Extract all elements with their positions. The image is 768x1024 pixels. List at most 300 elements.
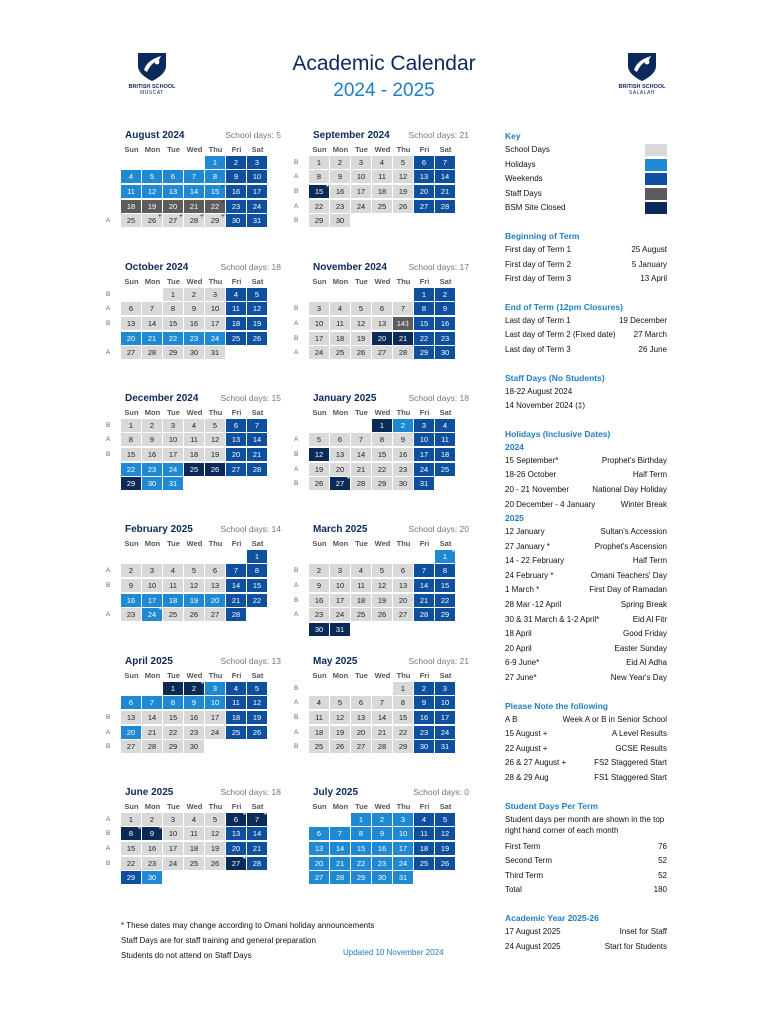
logo-right-city: SALALAH xyxy=(628,90,655,96)
day-cell: 27 xyxy=(226,463,246,476)
info-value: 27 March xyxy=(633,330,667,340)
day-cell: 29 xyxy=(121,871,141,884)
day-cell: 10 xyxy=(142,579,162,592)
day-cell: 15 xyxy=(163,317,183,330)
day-cell: 16 xyxy=(330,185,350,198)
week-row xyxy=(105,331,281,346)
info-value: Inset for Staff xyxy=(619,926,667,936)
day-cell: 19 xyxy=(205,842,225,855)
day-cell: 7 xyxy=(414,564,434,577)
week-row xyxy=(105,710,281,725)
empty-cell xyxy=(121,682,141,695)
day-cell: 21 xyxy=(142,332,162,345)
day-cell: 9 * xyxy=(142,827,162,840)
footer-note: * These dates may change according to Omani holiday announcements xyxy=(121,921,375,930)
week-row xyxy=(293,578,469,593)
weekday-label: Sat xyxy=(439,802,452,811)
day-cell: 26 xyxy=(330,740,350,753)
empty-cell xyxy=(351,214,371,227)
info-row xyxy=(505,454,667,469)
logo-left-name: BRITISH SCHOOL xyxy=(128,84,176,90)
day-cell: 18 xyxy=(309,726,329,739)
empty-cell xyxy=(226,871,246,884)
day-cell: 19 xyxy=(309,463,329,476)
weekday-label: Thu xyxy=(208,277,223,286)
info-value: Winter Break xyxy=(620,499,667,509)
empty-cell xyxy=(184,156,204,169)
weekday-label: Thu xyxy=(396,539,411,548)
week-ab-label: B xyxy=(294,596,299,604)
info-row xyxy=(505,727,667,742)
day-cell: 17 xyxy=(414,448,434,461)
day-cell: 5 xyxy=(309,433,329,446)
info-section xyxy=(505,230,667,287)
school-days-count: School days: 13 xyxy=(220,656,281,666)
day-cell: 10 xyxy=(205,302,225,315)
day-cell: 28 xyxy=(330,871,350,884)
month-name: October 2024 xyxy=(125,262,189,273)
day-cell: 10 xyxy=(414,433,434,446)
day-cell: 29 xyxy=(163,740,183,753)
info-value: Half Term xyxy=(632,556,667,566)
day-cell: 5 xyxy=(205,419,225,432)
day-cell: 22 xyxy=(247,594,267,607)
page-title: Academic Calendar xyxy=(292,52,476,75)
day-cell: 2 xyxy=(372,813,392,826)
day-cell: 10 xyxy=(205,696,225,709)
day-cell: 31 xyxy=(163,477,183,490)
key-item xyxy=(505,172,667,187)
day-cell: 28 xyxy=(414,608,434,621)
day-cell: 23 xyxy=(184,332,204,345)
week-row xyxy=(105,827,281,842)
weekday-label: Mon xyxy=(332,277,349,286)
day-cell: 12 xyxy=(184,579,204,592)
day-cell: 2 * xyxy=(184,682,204,695)
empty-cell xyxy=(247,740,267,753)
day-cell: 18 xyxy=(163,594,183,607)
day-cell: 25 xyxy=(309,740,329,753)
day-cell: 1 * xyxy=(435,550,455,563)
empty-cell xyxy=(330,682,350,695)
empty-cell xyxy=(351,623,371,636)
info-value: First Day of Ramadan xyxy=(589,585,667,595)
info-label: Third Term xyxy=(505,870,544,880)
week-ab-label: B xyxy=(106,713,111,721)
key-label: Staff Days xyxy=(505,188,542,198)
day-cell: 13 xyxy=(372,317,392,330)
month-header xyxy=(105,787,281,799)
day-cell: 27 xyxy=(393,608,413,621)
day-cell: 29 xyxy=(309,214,329,227)
day-cell: 15 xyxy=(163,711,183,724)
day-cell: 2 xyxy=(184,288,204,301)
day-cell: 14 xyxy=(435,170,455,183)
week-row xyxy=(293,870,469,885)
school-days-count: School days: 18 xyxy=(220,262,281,272)
empty-cell xyxy=(142,156,162,169)
day-cell: 11 xyxy=(435,433,455,446)
day-cell: 27 xyxy=(372,346,392,359)
day-cell: 28 xyxy=(351,477,371,490)
weekday-label: Tue xyxy=(355,277,368,286)
empty-cell xyxy=(205,740,225,753)
day-cell: 1 xyxy=(414,288,434,301)
day-cell: 8 * xyxy=(121,827,141,840)
day-cell: 8 xyxy=(393,696,413,709)
week-ab-label: A xyxy=(106,611,111,619)
info-row xyxy=(505,583,667,598)
day-cell: 19 xyxy=(372,594,392,607)
day-cell: 22 xyxy=(351,857,371,870)
key-item xyxy=(505,158,667,173)
info-label: 15 September* xyxy=(505,455,559,465)
week-ab-label: A xyxy=(106,567,111,575)
day-cell: 26 xyxy=(205,463,225,476)
weekday-label: Wed xyxy=(186,145,203,154)
weekday-label: Fri xyxy=(231,802,242,811)
info-label: 17 August 2025 xyxy=(505,926,561,936)
day-cell: 5 xyxy=(351,302,371,315)
key-item xyxy=(505,187,667,202)
day-cell: 25 xyxy=(184,463,204,476)
day-cell: 15 xyxy=(121,448,141,461)
week-row xyxy=(105,725,281,740)
info-value: National Day Holiday xyxy=(592,484,667,494)
weekday-label: Tue xyxy=(167,145,180,154)
weekday-label: Wed xyxy=(374,408,391,417)
weekday-label: Tue xyxy=(167,671,180,680)
day-cell: 31 xyxy=(205,346,225,359)
school-days-count: School days: 14 xyxy=(220,524,281,534)
month-name: February 2025 xyxy=(125,524,193,535)
month-header xyxy=(293,524,469,536)
info-value: Sultan's Accession xyxy=(600,527,667,537)
weekday-header xyxy=(121,144,281,155)
day-cell: 16 xyxy=(121,594,141,607)
day-cell: 9 xyxy=(142,433,162,446)
day-cell: 7 xyxy=(247,419,267,432)
day-cell: 20 xyxy=(351,726,371,739)
day-cell: 15 xyxy=(372,448,392,461)
empty-cell xyxy=(226,477,246,490)
day-cell: 13 xyxy=(330,448,350,461)
day-cell: 28 xyxy=(247,463,267,476)
info-value: Start for Students xyxy=(604,941,667,951)
info-label: 18 April xyxy=(505,629,532,639)
day-cell: 2 xyxy=(330,156,350,169)
week-row xyxy=(105,564,281,579)
info-value: Week A or B in Senior School xyxy=(562,714,667,724)
day-cell: 27 xyxy=(351,740,371,753)
info-label: 18-22 August 2024 xyxy=(505,386,573,396)
day-cell: 24 xyxy=(205,332,225,345)
info-value: 52 xyxy=(658,856,667,866)
week-row xyxy=(293,213,469,228)
weekday-label: Thu xyxy=(396,145,411,154)
week-row xyxy=(293,607,469,622)
month-name: July 2025 xyxy=(313,787,359,798)
day-cell: 24 * xyxy=(142,608,162,621)
day-cell: 24 xyxy=(309,346,329,359)
empty-cell xyxy=(435,871,455,884)
info-label: 24 February * xyxy=(505,570,554,580)
day-cell: 6 xyxy=(226,419,246,432)
weekday-label: Sun xyxy=(124,145,139,154)
weekday-label: Mon xyxy=(332,408,349,417)
day-cell: 3 xyxy=(247,156,267,169)
week-ab-label: B xyxy=(106,859,111,867)
key-label: Weekends xyxy=(505,174,543,184)
week-row xyxy=(293,593,469,608)
week-row xyxy=(105,870,281,885)
info-row xyxy=(505,940,667,955)
day-cell: 27 xyxy=(121,740,141,753)
day-cell: 8 xyxy=(414,302,434,315)
week-ab-label: B xyxy=(106,581,111,589)
day-cell: 30 xyxy=(309,623,329,636)
weekday-label: Thu xyxy=(208,671,223,680)
day-cell: 4 xyxy=(372,156,392,169)
weekday-label: Fri xyxy=(419,408,430,417)
day-cell: 3 xyxy=(205,682,225,695)
week-row xyxy=(293,184,469,199)
day-cell: 11 xyxy=(414,827,434,840)
day-cell: 25 xyxy=(184,857,204,870)
week-row xyxy=(105,607,281,622)
weekday-label: Sat xyxy=(439,671,452,680)
info-value: Omani Teachers' Day xyxy=(590,570,667,580)
day-cell: 3 xyxy=(435,682,455,695)
month-name: May 2025 xyxy=(313,656,358,667)
week-row xyxy=(105,170,281,185)
week-row xyxy=(293,841,469,856)
weekday-label: Fri xyxy=(231,539,242,548)
day-cell: 17 xyxy=(163,842,183,855)
week-ab-label: A xyxy=(294,173,299,181)
empty-cell xyxy=(142,288,162,301)
empty-cell xyxy=(226,740,246,753)
info-section xyxy=(505,512,667,686)
week-ab-label: B xyxy=(106,421,111,429)
day-cell: 5 xyxy=(142,170,162,183)
day-cell: 5 xyxy=(435,813,455,826)
footer-notes xyxy=(121,918,374,963)
week-ab-label: B xyxy=(106,743,111,751)
weekday-label: Sat xyxy=(439,408,452,417)
weekday-label: Mon xyxy=(144,802,161,811)
week-ab-label: A xyxy=(294,436,299,444)
day-cell: 6 xyxy=(121,696,141,709)
empty-cell xyxy=(309,550,329,563)
empty-cell xyxy=(205,550,225,563)
day-cell: 11 xyxy=(226,302,246,315)
day-cell: 13 xyxy=(205,579,225,592)
day-cell: 31 xyxy=(435,740,455,753)
day-cell: 29 xyxy=(351,871,371,884)
month-header xyxy=(105,393,281,405)
day-cell: 10 xyxy=(435,696,455,709)
key-legend xyxy=(505,143,667,216)
month-calendar xyxy=(293,524,469,637)
day-cell: 25 xyxy=(121,214,141,227)
day-cell: 20 xyxy=(372,332,392,345)
key-swatch xyxy=(645,159,667,171)
day-cell: 10 xyxy=(247,170,267,183)
day-cell: 21 xyxy=(226,594,246,607)
week-row xyxy=(105,549,281,564)
empty-cell xyxy=(184,550,204,563)
weekday-label: Thu xyxy=(396,408,411,417)
week-row xyxy=(105,739,281,754)
day-cell: 7 xyxy=(330,827,350,840)
day-cell: 21 xyxy=(351,463,371,476)
day-cell: 3 xyxy=(330,564,350,577)
day-cell: 18 xyxy=(372,185,392,198)
week-row xyxy=(105,578,281,593)
week-ab-label: A xyxy=(294,728,299,736)
day-cell: 16 xyxy=(435,317,455,330)
month-calendar xyxy=(105,130,281,228)
day-cell: 19 xyxy=(184,594,204,607)
day-cell: 25 xyxy=(414,857,434,870)
weekday-label: Wed xyxy=(374,539,391,548)
day-cell: 22 xyxy=(372,463,392,476)
day-cell: 4 xyxy=(226,288,246,301)
week-ab-label: B xyxy=(294,450,299,458)
section-description: Student days per month are shown in the top right hand corner of each month xyxy=(505,814,665,835)
info-row xyxy=(505,656,667,671)
info-section xyxy=(505,301,667,358)
weekday-label: Sun xyxy=(312,539,327,548)
week-row xyxy=(293,549,469,564)
week-row xyxy=(105,681,281,696)
day-cell: 26 xyxy=(205,857,225,870)
day-cell: 30 xyxy=(435,346,455,359)
day-cell: 27 xyxy=(121,346,141,359)
empty-cell xyxy=(309,682,329,695)
month-calendar xyxy=(293,393,469,491)
info-value: Prophet's Birthday xyxy=(601,455,667,465)
week-ab-label: B xyxy=(294,334,299,342)
day-cell: 18 xyxy=(330,332,350,345)
weekday-label: Wed xyxy=(186,671,203,680)
day-cell: 30 xyxy=(226,214,246,227)
day-cell: 11 xyxy=(184,827,204,840)
day-cell: 4 xyxy=(184,419,204,432)
day-cell: 18 xyxy=(226,317,246,330)
week-ab-label: B xyxy=(106,830,111,838)
weekday-header xyxy=(121,407,281,418)
day-cell: 18 xyxy=(121,200,141,213)
day-cell: 14 xyxy=(372,711,392,724)
empty-cell xyxy=(372,288,392,301)
day-cell: 26 xyxy=(247,332,267,345)
week-ab-label: A xyxy=(294,349,299,357)
month-calendar xyxy=(105,393,281,491)
day-cell: 15 xyxy=(247,579,267,592)
day-cell: 22 xyxy=(121,857,141,870)
day-cell: 23 xyxy=(142,857,162,870)
weekday-label: Sat xyxy=(439,145,452,154)
day-cell: 17 xyxy=(330,594,350,607)
weekday-label: Mon xyxy=(144,671,161,680)
info-value: Half Term xyxy=(632,470,667,480)
month-calendar xyxy=(293,262,469,360)
day-cell: 23 xyxy=(309,608,329,621)
school-days-count: School days: 20 xyxy=(408,524,469,534)
info-label: First day of Term 2 xyxy=(505,259,572,269)
day-cell: 12 xyxy=(142,185,162,198)
day-cell: 14 xyxy=(351,448,371,461)
week-row xyxy=(105,447,281,462)
day-cell: 26 xyxy=(393,200,413,213)
weekday-header xyxy=(121,276,281,287)
empty-cell xyxy=(351,682,371,695)
day-cell: 27 * xyxy=(226,857,246,870)
empty-cell xyxy=(184,477,204,490)
info-label: 28 Mar -12 April xyxy=(505,600,562,610)
info-label: Second Term xyxy=(505,856,552,866)
day-cell: 11 xyxy=(351,579,371,592)
weekday-header xyxy=(121,801,281,812)
info-row xyxy=(505,627,667,642)
week-row xyxy=(105,287,281,302)
day-cell: 13 xyxy=(163,185,183,198)
day-cell: 10 xyxy=(351,170,371,183)
key-heading: Key xyxy=(505,131,521,141)
day-cell: 17 xyxy=(142,594,162,607)
day-cell: 27 xyxy=(205,608,225,621)
week-row xyxy=(105,433,281,448)
section-heading: End of Term (12pm Closures) xyxy=(505,301,623,312)
day-cell: 6 xyxy=(309,827,329,840)
info-label: 6-9 June* xyxy=(505,658,540,668)
info-value: Eid Al Fitr xyxy=(632,614,667,624)
sidebar xyxy=(505,130,667,954)
month-header xyxy=(293,262,469,274)
empty-cell xyxy=(330,550,350,563)
day-cell: 29 xyxy=(163,346,183,359)
weekday-label: Mon xyxy=(332,671,349,680)
week-row xyxy=(293,433,469,448)
day-cell: 21 xyxy=(414,594,434,607)
day-cell: 14 xyxy=(247,827,267,840)
day-cell: 1 xyxy=(205,156,225,169)
day-cell: 1 xyxy=(121,419,141,432)
day-cell: 4 xyxy=(121,170,141,183)
week-row xyxy=(105,213,281,228)
day-cell: 17 xyxy=(435,711,455,724)
day-cell: 16 xyxy=(414,711,434,724)
day-cell: 9 xyxy=(121,579,141,592)
day-cell: 11 xyxy=(372,170,392,183)
empty-cell xyxy=(309,419,329,432)
day-cell: 31 xyxy=(247,214,267,227)
section-heading: Holidays (Inclusive Dates) xyxy=(505,428,611,439)
day-cell: 11 xyxy=(309,711,329,724)
day-cell: 25 xyxy=(351,608,371,621)
weekday-label: Tue xyxy=(355,539,368,548)
day-cell: 9 xyxy=(372,827,392,840)
info-section xyxy=(505,912,667,954)
month-calendar xyxy=(105,524,281,622)
info-value: 180 xyxy=(653,885,667,895)
weekday-label: Mon xyxy=(332,145,349,154)
weekday-label: Fri xyxy=(231,145,242,154)
week-ab-label: A xyxy=(294,581,299,589)
day-cell: 23 xyxy=(226,200,246,213)
